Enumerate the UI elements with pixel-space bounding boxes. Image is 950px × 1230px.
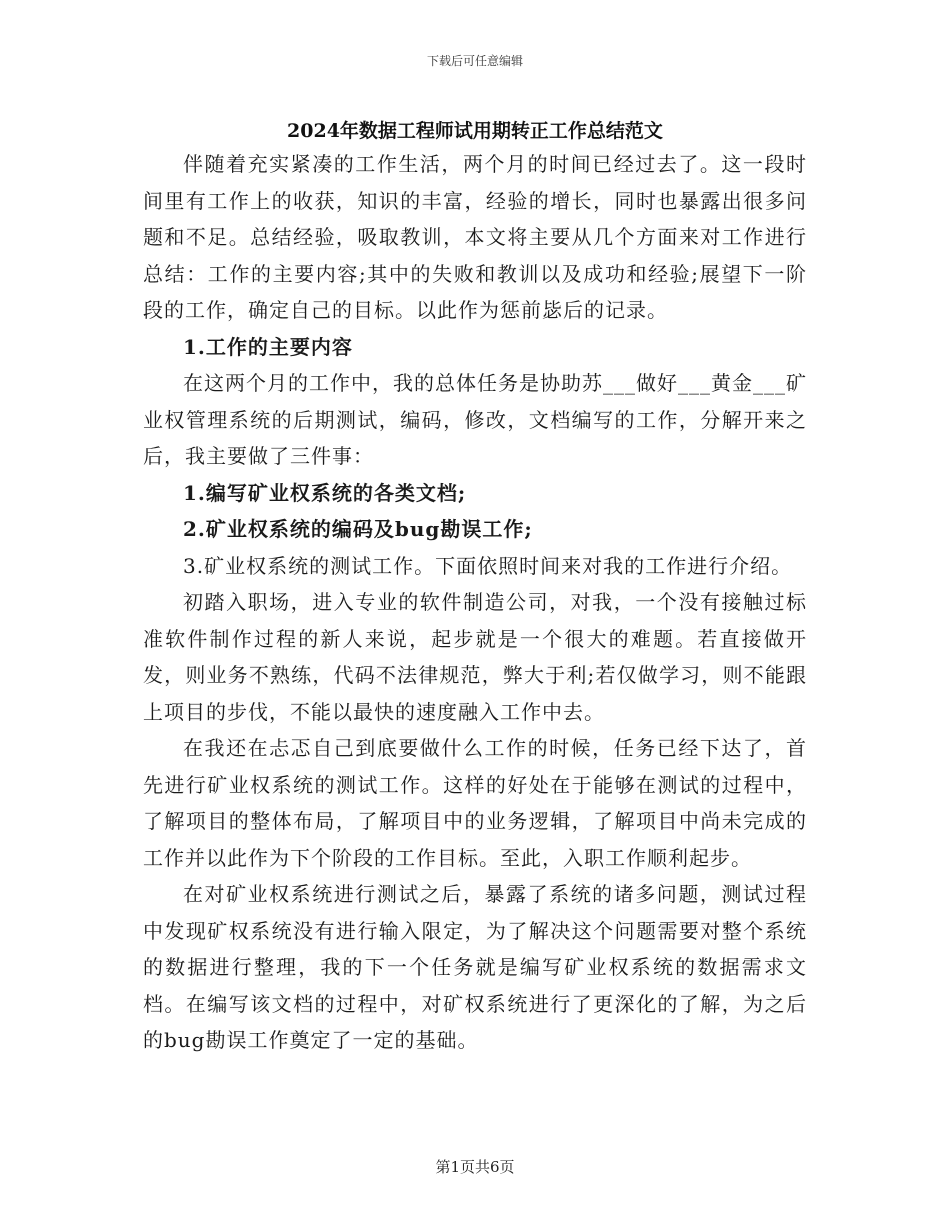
section-heading: 1.工作的主要内容 (183, 334, 353, 359)
paragraph: 在对矿业权系统进行测试之后，暴露了系统的诸多问题，测试过程中发现矿权系统没有进行输入限定，为了解决这个问题需要对整个系统的数据进行整理，我的下一个任务就是编写矿业权系统的数据需求文档。在编写该文档的过程中，对矿权系统进行了更深化的了解，为之后的bug勘误工作奠定了一定的基础。 (143, 882, 807, 1052)
paragraph: 初踏入职场，进入专业的软件制造公司，对我，一个没有接触过标准软件制作过程的新人来说，起步就是一个很大的难题。若直接做开发，则业务不熟练，代码不法律规范，弊大于利;若仅做学习，则不能跟上项目的步伐，不能以最快的速度融入工作中去。 (143, 590, 807, 724)
paragraph: 伴随着充实紧凑的工作生活，两个月的时间已经过去了。这一段时间里有工作上的收获，知识的丰富，经验的增长，同时也暴露出很多问题和不足。总结经验，吸取教训，本文将主要从几个方面来对工作进行总结：工作的主要内容;其中的失败和教训以及成功和经验;展望下一阶段的工作，确定自己的目标。以此作为惩前毖后的记录。 (143, 152, 807, 322)
list-item: 1.编写矿业权系统的各类文档; (183, 480, 467, 505)
list-item: 2.矿业权系统的编码及bug勘误工作; (183, 517, 533, 541)
document-title: 2024年数据工程师试用期转正工作总结范文 (287, 120, 663, 142)
list-item: 3.矿业权系统的测试工作。下面依照时间来对我的工作进行介绍。 (183, 553, 793, 578)
paragraph: 在这两个月的工作中，我的总体任务是协助苏___做好___黄金___矿业权管理系统的后期测试，编码，修改，文档编写的工作，分解开来之后，我主要做了三件事： (143, 371, 807, 468)
page-number: 第1页共6页 (435, 1158, 515, 1176)
paragraph: 在我还在忐忑自己到底要做什么工作的时候，任务已经下达了，首先进行矿业权系统的测试工作。这样的好处在于能够在测试的过程中，了解项目的整体布局，了解项目中的业务逻辑，了解项目中尚未完成的工作并以此作为下个阶段的工作目标。至此，入职工作顺利起步。 (143, 736, 807, 870)
header-note: 下载后可任意编辑 (426, 54, 523, 68)
document-body (143, 146, 807, 1059)
